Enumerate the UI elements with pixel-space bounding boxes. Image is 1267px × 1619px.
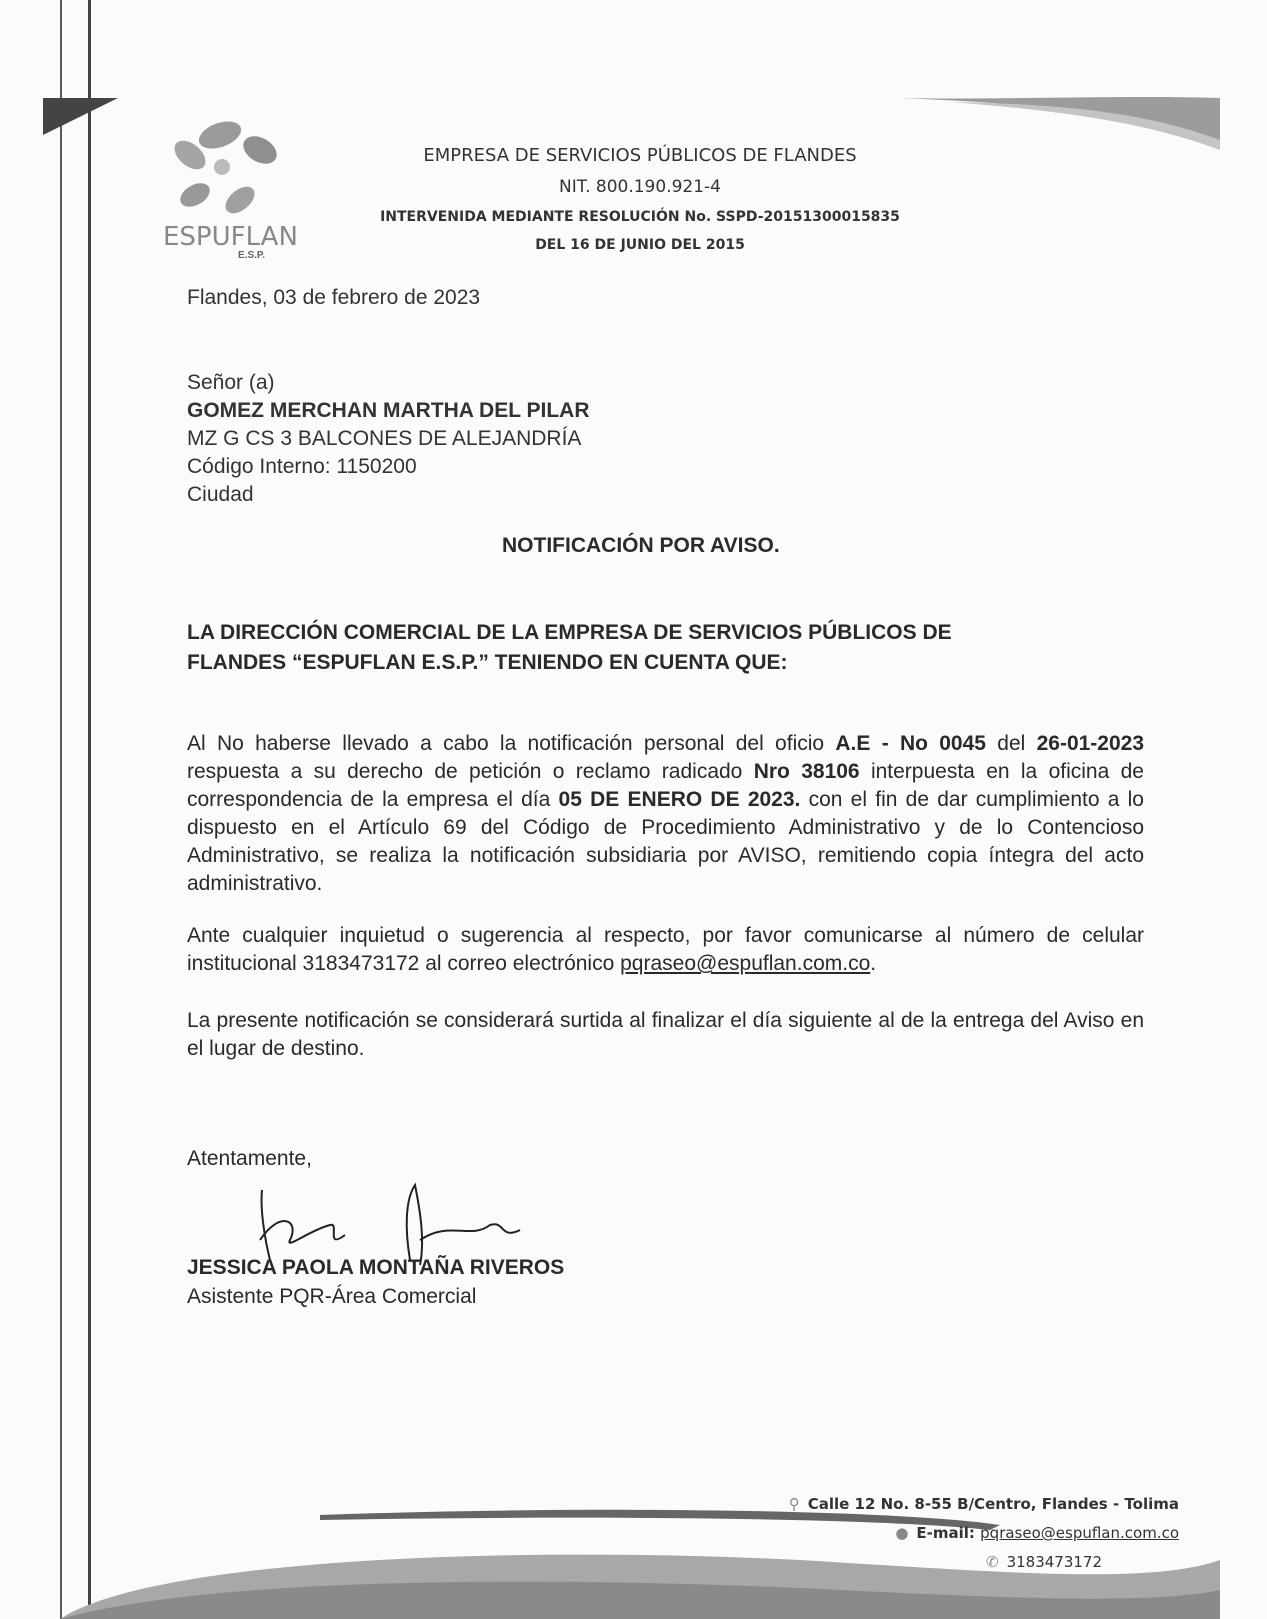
oficio-number: A.E - No 0045 [835, 732, 986, 755]
subject-line-2: FLANDES “ESPUFLAN E.S.P.” TENIENDO EN CUENTA QUE: [187, 651, 788, 674]
oficio-date: 26-01-2023 [1036, 732, 1145, 755]
footer-phone-text: 3183473172 [1006, 1553, 1102, 1571]
footer-email [895, 1524, 1179, 1542]
footer-phone [986, 1553, 1102, 1571]
intervention-resolution: INTERVENIDA MEDIANTE RESOLUCIÓN No. SSPD-20151300015835 [380, 209, 900, 225]
notice-title: NOTIFICACIÓN POR AVISO. [502, 534, 780, 557]
p1-text: Al No haberse llevado a cabo la notificación personal del oficio [187, 732, 836, 755]
internal-code: Código Interno: 1150200 [187, 455, 417, 478]
logo-text: ESPUFLAN [163, 222, 298, 252]
salutation: Señor (a) [187, 371, 275, 394]
filing-date: 05 DE ENERO DE 2023. [558, 788, 801, 811]
signer-name: JESSICA PAOLA MONTAÑA RIVEROS [187, 1256, 565, 1279]
company-name: EMPRESA DE SERVICIOS PÚBLICOS DE FLANDES [423, 145, 857, 166]
footer-email-link[interactable]: pqraseo@espuflan.com.co [980, 1524, 1179, 1542]
resolution-date: DEL 16 DE JUNIO DEL 2015 [535, 237, 745, 253]
p1-text: con el fin de dar cumplimiento a lo dispuesto en el Artículo 69 del Código de Procedimiento Administrativo y de lo Contencioso Administrativo, se realiza la notificación subsidiaria por AVISO, remitiendo copia íntegra del acto administrativo. [187, 788, 1144, 895]
location-pin-icon: ⚲ [788, 1495, 800, 1513]
recipient-city: Ciudad [187, 483, 254, 506]
p2-text: . [870, 952, 877, 975]
recipient-name: GOMEZ MERCHAN MARTHA DEL PILAR [187, 399, 590, 422]
subject-heading [187, 618, 1087, 678]
footer-email-label: E-mail: [916, 1524, 981, 1542]
phone-icon: ✆ [985, 1553, 999, 1571]
radicado-number: Nro 38106 [753, 760, 860, 783]
recipient-address: MZ G CS 3 BALCONES DE ALEJANDRÍA [187, 427, 582, 450]
paragraph-notification [187, 730, 1144, 898]
paragraph-effective: La presente notificación se considerará surtida al finalizar el día siguiente al de la entrega del Aviso en el lugar de destino. [187, 1009, 1144, 1060]
p1-text: respuesta a su derecho de petición o reclamo radicado [187, 760, 754, 783]
recipient-block [187, 368, 590, 508]
company-nit: NIT. 800.190.921-4 [558, 177, 721, 197]
subject-line-1: LA DIRECCIÓN COMERCIAL DE LA EMPRESA DE SERVICIOS PÚBLICOS DE [187, 621, 952, 644]
paragraph-contact [187, 922, 1144, 978]
p1-text: interpuesta en la oficina de correspondencia de la empresa el día [187, 760, 1144, 811]
contact-email-link[interactable]: pqraseo@espuflan.com.co [620, 952, 871, 975]
p1-text: del [985, 732, 1037, 755]
email-icon: ● [895, 1524, 909, 1542]
footer-address [789, 1495, 1179, 1513]
closing: Atentamente, [187, 1147, 312, 1170]
p2-text: Ante cualquier inquietud o sugerencia al respecto, por favor comunicarse al número de celular institucional 3183473172 al correo electrónico [187, 924, 1144, 975]
letter-date: Flandes, 03 de febrero de 2023 [187, 286, 481, 309]
signer-role: Asistente PQR-Área Comercial [187, 1285, 477, 1308]
logo-subtext: E.S.P. [238, 250, 266, 261]
footer-address-text: Calle 12 No. 8-55 B/Centro, Flandes - Tolima [807, 1495, 1179, 1513]
